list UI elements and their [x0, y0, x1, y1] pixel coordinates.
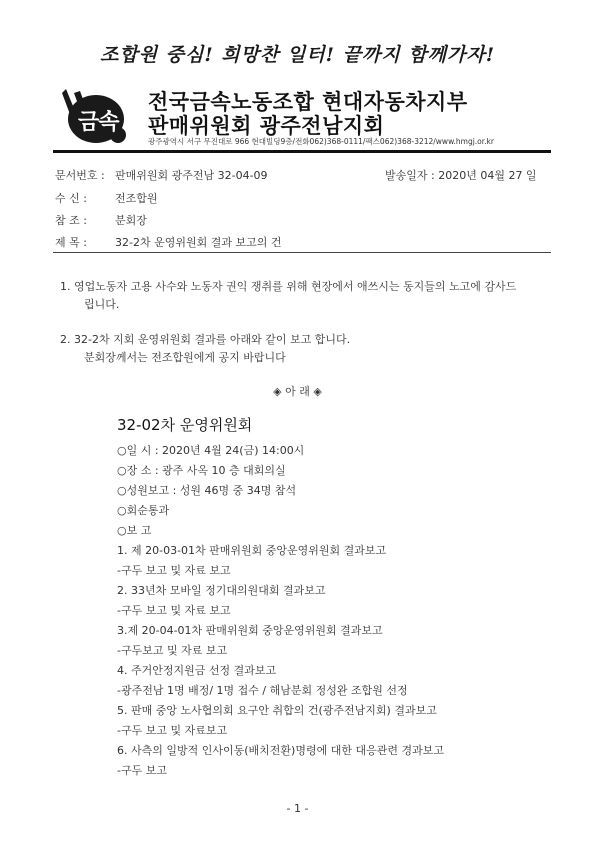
- report-item-detail: -구두 보고: [117, 764, 167, 777]
- doc-number-label: 문서번호 :: [55, 169, 105, 182]
- page-number: - 1 -: [286, 802, 309, 815]
- report-heading: ○보 고: [117, 524, 152, 537]
- logo-text: 금속: [78, 110, 119, 135]
- recipient: 전조합원: [115, 192, 158, 205]
- report-item: 6. 사측의 일방적 인사이동(배치전환)명령에 대한 대응관련 경과보고: [117, 744, 444, 757]
- report-item: 2. 33년차 모바일 정기대의원대회 결과보고: [117, 584, 326, 597]
- org-address: 광주광역시 서구 무진대로 966 현대빌딩9층/전화062)368-0111/팩스062)368-3212/www.hmgj.or.kr: [148, 137, 494, 146]
- subject-label: 제 목 :: [55, 236, 87, 249]
- report-item-detail: -구두 보고 및 자료보고: [117, 724, 228, 737]
- report-item-detail: -구두보고 및 자료 보고: [117, 644, 228, 657]
- subject: 32-2차 운영위원회 결과 보고의 건: [115, 236, 282, 249]
- org-name-line1: 전국금속노동조합 현대자동차지부: [148, 90, 468, 114]
- report-item: 5. 판매 중앙 노사협의회 요구안 취합의 건(광주전남지회) 결과보고: [117, 704, 437, 717]
- meeting-place: ○장 소 : 광주 사옥 10 층 대회의실: [117, 464, 286, 477]
- reference: 분회장: [115, 214, 147, 227]
- sent-date: 발송일자 : 2020년 04월 27 일: [385, 169, 537, 182]
- meeting-date: ○일 시 : 2020년 4월 24(금) 14:00시: [117, 444, 305, 457]
- paragraph-2-line-1: 2. 32-2차 지회 운영위원회 결과를 아래와 같이 보고 합니다.: [60, 333, 351, 346]
- slogan: 조합원 중심! 희망찬 일터! 끝까지 함께가자!: [99, 44, 496, 66]
- paragraph-1-line-2: 립니다.: [84, 298, 120, 311]
- reference-label: 참 조 :: [55, 214, 87, 227]
- report-item: 4. 주거안정지원금 선정 결과보고: [117, 664, 277, 677]
- meeting-opening: ○회순통과: [117, 504, 170, 517]
- meeting-title: 32-02차 운영위원회: [117, 416, 253, 434]
- union-logo: [60, 83, 130, 147]
- report-item-detail: -구두 보고 및 자료 보고: [117, 564, 231, 577]
- below-marker: ◈ 아 래 ◈: [273, 385, 322, 398]
- report-item-detail: -광주전남 1명 배정/ 1명 접수 / 해남분회 정성완 조합원 선정: [117, 684, 408, 697]
- subject-divider: [53, 252, 551, 253]
- recipient-label: 수 신 :: [55, 192, 87, 205]
- report-item: 3.제 20-04-01차 판매위원회 중앙운영위원회 결과보고: [117, 624, 383, 637]
- report-item-detail: -구두 보고 및 자료 보고: [117, 604, 231, 617]
- paragraph-1-line-1: 1. 영업노동자 고용 사수와 노동자 권익 쟁취를 위해 현장에서 애쓰시는 동지들의 노고에 감사드: [60, 280, 517, 293]
- doc-number: 판매위원회 광주전남 32-04-09: [115, 169, 268, 182]
- report-item: 1. 제 20-03-01차 판매위원회 중앙운영위원회 결과보고: [117, 544, 387, 557]
- header-divider: [53, 150, 551, 153]
- paragraph-2-line-2: 분회장께서는 전조합원에게 공지 바랍니다: [84, 351, 286, 364]
- meeting-quorum: ○성원보고 : 성원 46명 중 34명 참석: [117, 484, 297, 497]
- org-name-line2: 판매위원회 광주전남지회: [148, 114, 385, 138]
